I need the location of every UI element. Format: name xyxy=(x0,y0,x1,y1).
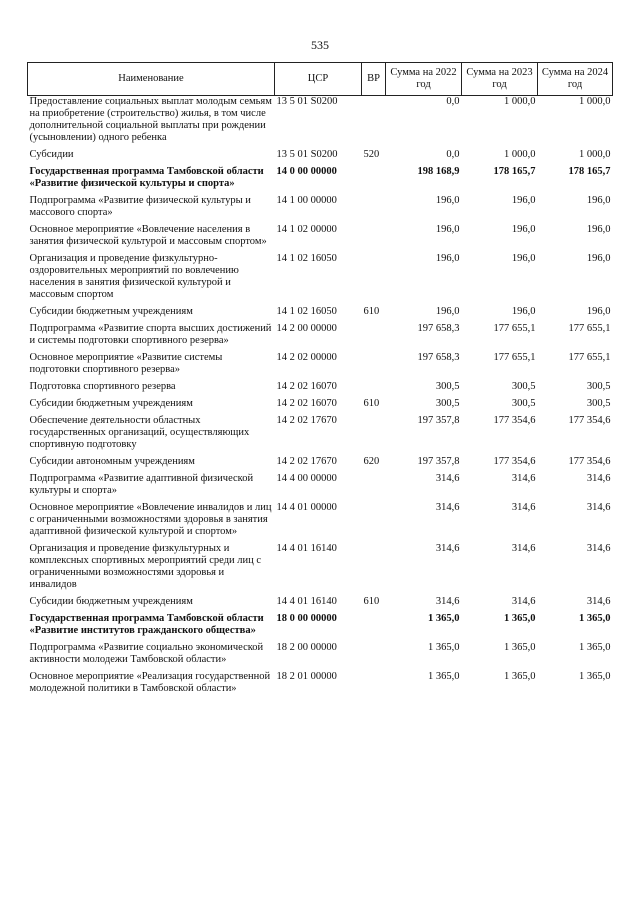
row-sum-2024: 178 165,7 xyxy=(568,166,611,177)
row-sum-2024: 196,0 xyxy=(586,253,611,264)
row-vr-code xyxy=(362,468,386,497)
row-sum-2023: 196,0 xyxy=(511,253,536,264)
row-name: Основное мероприятие «Реализация государственной молодежной политики в Тамбовской области» xyxy=(29,671,271,694)
row-name: Подпрограмма «Развитие спорта высших достижений и системы подготовки спортивного резерва» xyxy=(29,323,272,346)
table-row xyxy=(28,219,613,248)
row-vr-code: 520 xyxy=(363,149,380,160)
row-name: Обеспечение деятельности областных государственных организаций, осуществляющих спортивную подготовку xyxy=(29,415,250,450)
table-row xyxy=(28,666,613,695)
row-sum-2024: 177 354,6 xyxy=(568,415,611,426)
table-row xyxy=(28,393,613,410)
row-sum-2022: 0,0 xyxy=(446,96,460,107)
row-sum-2024: 177 354,6 xyxy=(568,456,611,467)
row-sum-2024: 177 655,1 xyxy=(568,323,611,334)
row-sum-2023: 1 000,0 xyxy=(504,149,536,160)
row-csr-code: 14 1 02 16050 xyxy=(276,253,337,264)
row-vr-code xyxy=(362,376,386,393)
row-name: Государственная программа Тамбовской области «Развитие физической культуры и спорта» xyxy=(29,166,264,189)
row-name: Основное мероприятие «Развитие системы подготовки спортивного резерва» xyxy=(29,352,223,375)
row-sum-2022: 196,0 xyxy=(435,253,460,264)
row-csr-code: 14 2 02 17670 xyxy=(276,456,337,467)
header-vr: ВР xyxy=(362,63,386,96)
row-name: Субсидии xyxy=(29,149,74,160)
row-name: Организация и проведение физкультурно-оздоровительных мероприятий по вовлечению населения в занятия физической культурой и массовым спортом xyxy=(29,253,239,300)
row-csr-code: 18 2 01 00000 xyxy=(276,671,337,682)
row-name: Субсидии бюджетным учреждениям xyxy=(29,306,193,317)
row-sum-2023: 178 165,7 xyxy=(493,166,536,177)
header-csr: ЦСР xyxy=(275,63,362,96)
row-csr-code: 18 2 00 00000 xyxy=(276,642,337,653)
row-sum-2022: 197 357,8 xyxy=(417,456,460,467)
row-sum-2023: 196,0 xyxy=(511,224,536,235)
table-row xyxy=(28,538,613,591)
row-sum-2022: 314,6 xyxy=(435,502,460,513)
row-sum-2023: 177 655,1 xyxy=(493,352,536,363)
row-sum-2024: 314,6 xyxy=(586,596,611,607)
header-sum-2023: Сумма на 2023 год xyxy=(462,63,538,96)
row-vr-code xyxy=(362,637,386,666)
table-row xyxy=(28,497,613,538)
row-sum-2024: 1 365,0 xyxy=(579,671,611,682)
table-row xyxy=(28,161,613,190)
row-csr-code: 14 2 02 00000 xyxy=(276,352,337,363)
row-name: Государственная программа Тамбовской области «Развитие институтов гражданского общества» xyxy=(29,613,264,636)
row-sum-2022: 196,0 xyxy=(435,195,460,206)
row-csr-code: 14 2 02 17670 xyxy=(276,415,337,426)
table-row xyxy=(28,301,613,318)
row-vr-code: 610 xyxy=(363,398,380,409)
row-sum-2022: 197 357,8 xyxy=(417,415,460,426)
row-sum-2024: 196,0 xyxy=(586,195,611,206)
row-vr-code xyxy=(362,190,386,219)
page-number: 535 xyxy=(311,38,329,52)
row-name: Субсидии автономным учреждениям xyxy=(29,456,195,467)
row-csr-code: 14 4 01 16140 xyxy=(276,543,337,554)
row-sum-2022: 1 365,0 xyxy=(428,613,460,624)
row-sum-2022: 1 365,0 xyxy=(428,671,460,682)
budget-table xyxy=(27,62,613,695)
row-sum-2023: 177 354,6 xyxy=(493,415,536,426)
row-csr-code: 14 4 00 00000 xyxy=(276,473,337,484)
table-row xyxy=(28,144,613,161)
header-sum-2024: Сумма на 2024 год xyxy=(538,63,613,96)
row-csr-code: 14 4 01 16140 xyxy=(276,596,337,607)
row-csr-code: 14 1 00 00000 xyxy=(276,195,337,206)
row-sum-2023: 300,5 xyxy=(511,381,536,392)
table-row xyxy=(28,248,613,301)
row-sum-2022: 314,6 xyxy=(435,596,460,607)
row-sum-2022: 300,5 xyxy=(435,381,460,392)
row-sum-2024: 300,5 xyxy=(586,381,611,392)
row-sum-2023: 314,6 xyxy=(511,473,536,484)
row-vr-code xyxy=(362,538,386,591)
row-sum-2022: 197 658,3 xyxy=(417,352,460,363)
table-row xyxy=(28,468,613,497)
row-name: Подпрограмма «Развитие социально экономической активности молодежи Тамбовской области» xyxy=(29,642,264,665)
table-row xyxy=(28,591,613,608)
row-vr-code: 610 xyxy=(363,306,380,317)
row-sum-2024: 314,6 xyxy=(586,543,611,554)
row-sum-2023: 196,0 xyxy=(511,306,536,317)
row-sum-2023: 314,6 xyxy=(511,502,536,513)
row-sum-2023: 177 354,6 xyxy=(493,456,536,467)
row-sum-2022: 300,5 xyxy=(435,398,460,409)
row-csr-code: 14 4 01 00000 xyxy=(276,502,337,513)
row-vr-code xyxy=(362,96,386,145)
row-sum-2022: 198 168,9 xyxy=(417,166,460,177)
row-csr-code: 14 1 02 00000 xyxy=(276,224,337,235)
row-vr-code xyxy=(362,347,386,376)
row-vr-code xyxy=(362,666,386,695)
table-row xyxy=(28,410,613,451)
row-vr-code: 620 xyxy=(363,456,380,467)
row-sum-2022: 196,0 xyxy=(435,306,460,317)
header-sum-2022: Сумма на 2022 год xyxy=(386,63,462,96)
row-vr-code xyxy=(362,161,386,190)
table-row xyxy=(28,318,613,347)
table-body xyxy=(28,96,613,696)
table-row xyxy=(28,96,613,145)
row-sum-2024: 196,0 xyxy=(586,224,611,235)
table-row xyxy=(28,376,613,393)
row-sum-2024: 1 000,0 xyxy=(579,149,611,160)
row-csr-code: 14 1 02 16050 xyxy=(276,306,337,317)
table-row xyxy=(28,637,613,666)
row-sum-2023: 196,0 xyxy=(511,195,536,206)
row-name: Подпрограмма «Развитие адаптивной физической культуры и спорта» xyxy=(29,473,254,496)
row-sum-2022: 314,6 xyxy=(435,543,460,554)
header-name: Наименование xyxy=(28,63,275,96)
row-sum-2023: 177 655,1 xyxy=(493,323,536,334)
row-sum-2024: 314,6 xyxy=(586,473,611,484)
row-name: Подпрограмма «Развитие физической культуры и массового спорта» xyxy=(29,195,251,218)
row-name: Субсидии бюджетным учреждениям xyxy=(29,596,193,607)
row-sum-2024: 177 655,1 xyxy=(568,352,611,363)
row-sum-2023: 314,6 xyxy=(511,543,536,554)
row-sum-2024: 1 365,0 xyxy=(579,613,611,624)
row-csr-code: 14 2 00 00000 xyxy=(276,323,337,334)
row-vr-code xyxy=(362,248,386,301)
row-name: Субсидии бюджетным учреждениям xyxy=(29,398,193,409)
row-name: Основное мероприятие «Вовлечение населения в занятия физической культурой и массовым спортом» xyxy=(29,224,267,247)
row-csr-code: 13 5 01 S0200 xyxy=(276,96,338,107)
row-sum-2024: 1 365,0 xyxy=(579,642,611,653)
row-sum-2024: 300,5 xyxy=(586,398,611,409)
row-sum-2023: 300,5 xyxy=(511,398,536,409)
row-vr-code xyxy=(362,219,386,248)
row-csr-code: 13 5 01 S0200 xyxy=(276,149,338,160)
row-name: Основное мероприятие «Вовлечение инвалидов и лиц с ограниченными возможностями здоровья в занятия адаптивной физической культурой и спортом» xyxy=(29,502,272,537)
row-name: Организация и проведение физкультурных и комплексных спортивных мероприятий среди лиц с ограниченными возможностями здоровья и инвалидов xyxy=(29,543,262,590)
row-sum-2022: 197 658,3 xyxy=(417,323,460,334)
row-csr-code: 14 2 02 16070 xyxy=(276,381,337,392)
row-vr-code: 610 xyxy=(363,596,380,607)
row-csr-code: 18 0 00 00000 xyxy=(276,613,337,624)
table-row xyxy=(28,190,613,219)
row-sum-2023: 1 365,0 xyxy=(504,642,536,653)
table-header-row xyxy=(28,63,613,96)
table-row xyxy=(28,451,613,468)
row-sum-2022: 0,0 xyxy=(446,149,460,160)
row-sum-2024: 314,6 xyxy=(586,502,611,513)
row-sum-2022: 1 365,0 xyxy=(428,642,460,653)
row-name: Предоставление социальных выплат молодым семьям на приобретение (строительство) жилья, в том числе дополнительной социальной выплаты при рождении (усыновлении) одного ребенка xyxy=(29,96,272,143)
row-sum-2023: 1 000,0 xyxy=(504,96,536,107)
row-sum-2023: 1 365,0 xyxy=(504,671,536,682)
row-sum-2022: 314,6 xyxy=(435,473,460,484)
row-vr-code xyxy=(362,318,386,347)
table-row xyxy=(28,608,613,637)
row-vr-code xyxy=(362,497,386,538)
row-name: Подготовка спортивного резерва xyxy=(29,381,176,392)
row-sum-2023: 314,6 xyxy=(511,596,536,607)
row-sum-2024: 196,0 xyxy=(586,306,611,317)
row-sum-2024: 1 000,0 xyxy=(579,96,611,107)
table-row xyxy=(28,347,613,376)
row-vr-code xyxy=(362,608,386,637)
row-sum-2022: 196,0 xyxy=(435,224,460,235)
row-sum-2023: 1 365,0 xyxy=(504,613,536,624)
row-csr-code: 14 0 00 00000 xyxy=(276,166,337,177)
row-vr-code xyxy=(362,410,386,451)
row-csr-code: 14 2 02 16070 xyxy=(276,398,337,409)
